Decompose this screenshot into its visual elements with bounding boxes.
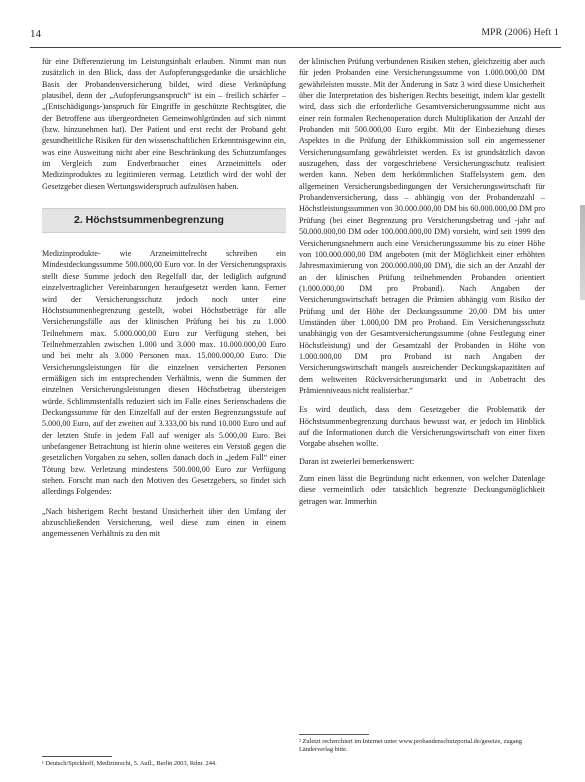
paragraph: Daran ist zweierlei bemerkenswert: (299, 456, 415, 466)
footnote-divider (42, 756, 112, 757)
paragraph: für eine Differenzierung im Leistungsinhalt erlauben. Nimmt man nun zusätzlich in den Blick, dass der Aufopferungsgedanke die ursächliche Basis der Probandenversicherung bildet, wird diese Verknüpfung plausibel, denn der „Aufopferungsanspruch“ ist ein – freilich schärfer – „(Entschädigungs-)anspruch für Eingriffe in geschützte Rechtsgüter, die der Betroffene aus übergeordneten Gemeinwohlgründen auf sich nimmt (bzw. hinzunehmen hat). Der Patient und erst recht der Proband geht gesundheitliche Risiken für den wissenschaftlichen Erkenntnisgewinn ein, was eine Ausweitung nicht aber eine Beschränkung des Schutzumfanges im Vergleich zum Endverbraucher eines Arzneimittels oder Medizinproduktes zu legitimieren vermag. Letztlich wird der wohl der Gesetzgeber diesen Wertungswiderspruch aufzulösen haben. (42, 57, 286, 191)
paragraph: Es wird deutlich, dass dem Gesetzgeber die Problematik der Höchstsummenbegrenzung durchaus bewusst war, er jedoch im Hinblick auf die Informationen durch die Versicherungswirtschaft von einer fixen Vorgabe absehen wollte. (299, 405, 545, 449)
section-heading-box (42, 208, 286, 233)
footnote-right: ² Zuletzt recherchiert im Internet unter www.probandenschutzportal.de/gesetze, zugang Länderverlag bitte. (299, 738, 522, 754)
paragraph: Medizinprodukte- wie Arzneimittelrecht schreiben ein Mindestdeckungssumme 500.000,00 Euro vor. In der Versicherungspraxis stellt diese Summe jedoch den Regelfall dar, der lediglich aufgrund einzelvertraglicher Vereinbarungen heraufgesetzt werden kann. Ferner wird der Versicherungsschutz jedoch noch unter eine Höchstsummenbegrenzung gestellt, wobei Höchstbeträge für alle Versicherungsfälle aus der klinischen Prüfung bei bis zu 1.000 Teilnehmern max. 5.000.000,00 Euro zur Verfügung stehen, bei Teilnehmerzahlen zwischen 1.000 und 3.000 max. 10.000.000,00 Euro und bei mehr als 3.000 Personen max. 15.000.000,00 Euro. Die Versicherungsleistungen für die einzelnen versicherten Personen ermäßigen sich im entsprechenden Verhältnis, wenn die Summen der einzelnen Versicherungsleistungen diesen Höchstbetrag übersteigen würde. Schlimmstenfalls reduziert sich im Falle eines Serienschadens die Deckungssumme für den Einzelfall auf der ersten Begrenzungsstufe auf 5.000,00 Euro, auf der zweiten auf 3.333,00 bis rund 10.000 Euro und auf der letzten Stufe in jedem Fall auf weniger als 5.000,00 Euro. Bei unbefangener Betrachtung ist hierin ohne weiteres ein Verstoß gegen die gesetzlichen Vorgaben zu sehen, sollen danach doch in „jedem Fall“ einer Tötung bzw. Verletzung mindestens 500.000,00 Euro zur Verfügung stehen. Forscht man nach den Motiven des Gesetzgebers, so findet sich allerdings Folgendes: (42, 249, 286, 497)
quote-continuation: der klinischen Prüfung verbundenen Risiken stehen, gleichzeitig aber auch für jeden Probanden eine Versicherungssumme von 1.000.000,00 DM gewährleisten musste. Mit der Änderung in Satz 3 wird diese Unsicherheit über die Interpretation des bisherigen Rechts beseitigt, indem klar gestellt wird, dass sich die erforderliche Gesamtversicherungssumme nicht aus einer rein formalen Rechenoperation durch Multiplikation der Anzahl der Probanden mit 500.000,00 Euro ergibt. Mit der Einbeziehung dieses Aspektes in die Prüfung der Ethikkommission soll ein angemessener Versicherungsumfang gewährleistet werden. Es ist grundsätzlich davon auszugehen, dass der vorgeschriebene Versicherungsschutz realisiert werden kann. Neben dem herkömmlichen Staffelsystem gem. den allgemeinen Versicherungsbedingungen der Versicherungswirtschaft für Probandenversicherung, dass – abhängig von der Probandenzahl – Höchstleistungssummen von 30.000.000,00 DM bis 60.000.000,00 DM pro Prüfung (bei einer Begrenzung pro Versicherungsbetrag und -jahr auf 50.000.000,00 DM oder 100.000.000,00 DM) vorsieht, wird seit 1999 den Versicherungsnehmern auch eine Versicherungssumme bis zu einer Höhe von 100.000.000,00 DM angeboten (mit der Möglichkeit einer erhöhten Jahresmaximierung von 200.000.000,00 DM), die sich an der Anzahl der an der klinischen Prüfung teilnehmenden Probanden orientiert (1.000.000,00 DM pro Proband). Nach Angaben der Versicherungswirtschaft betragen die Prämien abhängig vom Risiko der Prüfung und der Höhe der Deckungssumme 20,00 DM bis unter Umständen über 1.000,00 DM pro Proband. Ein Versicherungsschutz unabhängig von der Gesamtversicherungssumme (ohne Festlegung einer Höchstleistung) und der Gesamtzahl der Probanden in Höhe von 1.000.000,00 DM pro Proband ist nach Angaben der Versicherungswirtschaft mangels ausreichender Deckungskapazitäten auf dem weltweiten Rückversicherungsmarkt und in Anbetracht des Prämienniveaus nicht realisierbar.“ (299, 57, 545, 395)
page-number: 14 (30, 28, 41, 40)
header-rule (30, 47, 561, 48)
page-edge-mark (580, 205, 585, 300)
quote-paragraph: „Nach bisherigem Recht bestand Unsicherheit über den Umfang der abzuschließenden Versicherung, weil diese zum einen in einem angemessenen Verhältnis zu den mit (42, 506, 286, 539)
section-heading: 2. Höchstsummenbegrenzung (74, 213, 224, 226)
paragraph: Zum einen lässt die Begründung nicht erkennen, von welcher Datenlage diese vermeintlich oder tatsächlich begrenzte Deckungsmöglichkeit getragen war. Immerhin (299, 474, 545, 506)
left-column (42, 56, 286, 544)
footnote-divider (299, 734, 369, 735)
footnote-left: ¹ Deutsch/Spickhoff, Medizinrecht, 5. Aufl., Berlin 2003, Rdnr. 244. (42, 760, 217, 767)
right-column (299, 56, 545, 511)
journal-reference: MPR (2006) Heft 1 (481, 28, 559, 38)
